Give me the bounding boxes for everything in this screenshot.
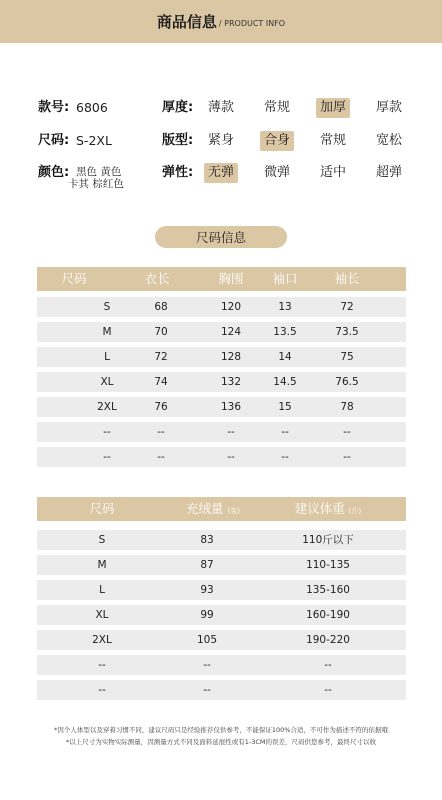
table-row <box>37 297 406 317</box>
fit-option-regular: 常规 <box>320 133 347 148</box>
table-cell: 120 <box>220 301 242 313</box>
table-cell: 14.5 <box>273 376 297 388</box>
table-cell: -- <box>98 659 106 671</box>
table-cell: -- <box>227 426 235 438</box>
table-cell: -- <box>203 684 211 696</box>
fill-header-weight-unit: (斤) <box>348 507 362 515</box>
table-cell: 110-135 <box>306 559 350 571</box>
table-row <box>37 655 406 675</box>
table-row <box>37 447 406 467</box>
table-cell: 76 <box>154 401 168 413</box>
size-header-sleeve: 袖长 <box>334 271 360 286</box>
table-cell: 83 <box>200 534 214 546</box>
table-cell: S <box>103 301 111 313</box>
table-row <box>37 372 406 392</box>
table-cell: -- <box>281 451 289 463</box>
info-row-size-fit <box>38 131 418 153</box>
table-row <box>37 605 406 625</box>
thickness-label: 厚度: <box>162 100 194 115</box>
table-cell: M <box>97 559 107 571</box>
table-cell: 93 <box>200 584 214 596</box>
elasticity-option-none-selected: 无弹 <box>204 163 238 183</box>
footnotes <box>0 724 442 748</box>
table-row <box>37 397 406 417</box>
table-cell: 68 <box>154 301 168 313</box>
table-cell: 70 <box>154 326 168 338</box>
table-cell: 135-160 <box>306 584 350 596</box>
table-cell: -- <box>281 426 289 438</box>
table-cell: 128 <box>220 351 242 363</box>
table-cell: -- <box>203 659 211 671</box>
table-row <box>37 322 406 342</box>
page-title: 商品信息 <box>156 13 217 31</box>
table-cell: 14 <box>278 351 292 363</box>
footnote-1: *因个人体型以及穿着习惯不同，建议尺码只是经验推荐仅供参考，不能保证100%合适，不可作为描述不符的依据哦 <box>54 726 388 734</box>
table-cell: -- <box>103 451 111 463</box>
table-cell: 2XL <box>97 401 117 413</box>
table-cell: 110斤以下 <box>302 534 354 546</box>
fill-weight-table <box>37 497 406 701</box>
size-range-label: 尺码: <box>38 133 70 148</box>
table-row <box>37 630 406 650</box>
table-cell: -- <box>343 426 351 438</box>
table-cell: -- <box>324 684 332 696</box>
thickness-option-regular: 常规 <box>264 100 291 115</box>
fill-header-weight <box>273 497 383 521</box>
fill-header-down-unit: (克) <box>227 507 240 515</box>
style-no-label: 款号: <box>38 100 70 115</box>
fill-header-size <box>67 497 137 521</box>
table-cell: XL <box>95 609 109 621</box>
table-cell: 99 <box>200 609 214 621</box>
table-cell: 2XL <box>92 634 112 646</box>
table-row <box>37 347 406 367</box>
page-subtitle: / PRODUCT INFO <box>218 19 286 28</box>
elasticity-option-slight: 微弹 <box>264 165 291 180</box>
table-cell: 76.5 <box>335 376 359 388</box>
elasticity-label: 弹性: <box>162 165 194 180</box>
elasticity-option-moderate: 适中 <box>320 165 347 180</box>
table-cell: 72 <box>154 351 168 363</box>
table-cell: 160-190 <box>306 609 350 621</box>
fill-header-down-text: 充绒量 <box>186 501 224 516</box>
fit-option-loose: 宽松 <box>376 133 403 148</box>
fill-table-header <box>37 497 406 521</box>
table-cell: S <box>98 534 106 546</box>
table-cell: 75 <box>340 351 354 363</box>
table-cell: -- <box>227 451 235 463</box>
fill-header-size-text: 尺码 <box>89 501 115 516</box>
table-cell: 78 <box>340 401 354 413</box>
colors-line-1: 黑色 黄色 <box>76 166 122 178</box>
table-cell: 190-220 <box>306 634 350 646</box>
info-row-color-elasticity <box>38 163 418 190</box>
table-cell: 15 <box>278 401 292 413</box>
size-header-cuff: 袖口 <box>272 271 298 286</box>
info-row-style-thickness <box>38 98 418 120</box>
table-cell: -- <box>343 451 351 463</box>
table-cell: XL <box>100 376 114 388</box>
size-info-heading: 尺码信息 <box>155 226 287 248</box>
table-cell: -- <box>157 451 165 463</box>
fit-option-tight: 紧身 <box>208 133 235 148</box>
table-cell: 13 <box>278 301 292 313</box>
footnote-2: *以上尺寸为实物实际测量，因测量方式不同及面料延展性或有1-3CM的误差，尺码供您参考，最终尺寸以收 <box>65 738 376 746</box>
table-row <box>37 530 406 550</box>
table-cell: -- <box>157 426 165 438</box>
table-cell: 124 <box>220 326 242 338</box>
table-cell: M <box>102 326 112 338</box>
table-cell: 13.5 <box>273 326 297 338</box>
colors-line-2: 卡其 棕红色 <box>68 178 124 190</box>
table-cell: -- <box>103 426 111 438</box>
table-row <box>37 680 406 700</box>
table-cell: -- <box>324 659 332 671</box>
fill-header-down <box>165 497 261 521</box>
thickness-option-thick-selected: 加厚 <box>316 98 350 118</box>
table-cell: 87 <box>200 559 214 571</box>
size-header-chest: 胸围 <box>218 271 244 286</box>
size-table <box>37 267 406 471</box>
table-cell: L <box>99 584 105 596</box>
table-cell: 73.5 <box>335 326 359 338</box>
size-table-header <box>37 267 406 291</box>
fit-label: 版型: <box>162 133 194 148</box>
table-cell: 105 <box>196 634 218 646</box>
elasticity-option-super: 超弹 <box>376 165 403 180</box>
size-range-value: S-2XL <box>76 133 112 148</box>
table-cell: L <box>104 351 110 363</box>
table-cell: 72 <box>340 301 354 313</box>
table-row <box>37 555 406 575</box>
style-no-value: 6806 <box>76 100 108 115</box>
colors-label: 颜色: <box>38 165 70 180</box>
table-row <box>37 422 406 442</box>
thickness-option-extra-thick: 厚款 <box>376 100 403 115</box>
table-cell: -- <box>98 684 106 696</box>
thickness-option-thin: 薄款 <box>208 100 235 115</box>
table-cell: 132 <box>220 376 242 388</box>
size-header-size: 尺码 <box>61 271 87 286</box>
table-row <box>37 580 406 600</box>
table-cell: 136 <box>220 401 242 413</box>
table-cell: 74 <box>154 376 168 388</box>
fit-option-fitted-selected: 合身 <box>260 131 294 151</box>
size-header-length: 衣长 <box>144 271 170 286</box>
header-banner <box>0 0 442 43</box>
fill-header-weight-text: 建议体重 <box>294 501 345 516</box>
